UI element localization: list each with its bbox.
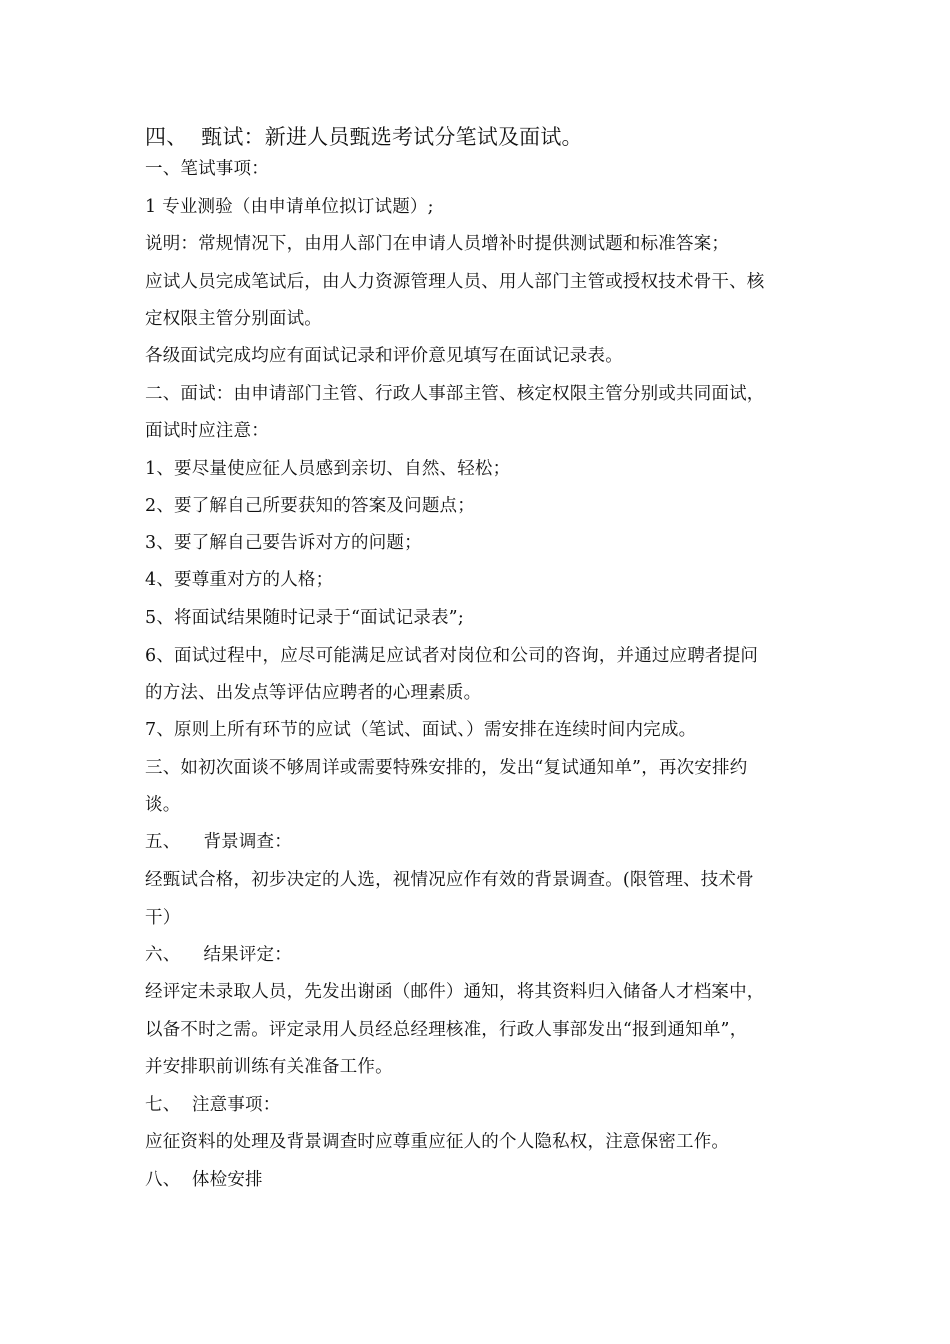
section-heading: 四、 甄试：新进人员甄选考试分笔试及面试。 xyxy=(145,125,583,149)
text-line: 2、要了解自己所要获知的答案及问题点； xyxy=(145,496,475,516)
text-line: 干） xyxy=(145,908,181,928)
text-line: 三、如初次面谈不够周详或需要特殊安排的，发出“复试通知单”，再次安排约 xyxy=(145,758,748,778)
text-line: 3、要了解自己要告诉对方的问题； xyxy=(145,533,422,553)
text-line: 1、要尽量使应征人员感到亲切、自然、轻松； xyxy=(145,459,511,479)
text-line: 五、 背景调查： xyxy=(145,832,292,852)
text-line: 定权限主管分别面试。 xyxy=(145,309,322,329)
text-line: 7、原则上所有环节的应试（笔试、面试、）需安排在连续时间内完成。 xyxy=(145,720,697,740)
text-line: 的方法、出发点等评估应聘者的心理素质。 xyxy=(145,683,482,703)
text-line: 六、 结果评定： xyxy=(145,945,292,965)
text-line: 6、面试过程中，应尽可能满足应试者对岗位和公司的咨询，并通过应聘者提问 xyxy=(145,646,759,666)
text-line: 应征资料的处理及背景调查时应尊重应征人的个人隐私权，注意保密工作。 xyxy=(145,1132,730,1152)
text-line: 应试人员完成笔试后，由人力资源管理人员、用人部门主管或授权技术骨干、核 xyxy=(145,272,765,292)
text-line: 1 专业测验（由申请单位拟订试题）; xyxy=(145,197,434,217)
text-line: 二、面试：由申请部门主管、行政人事部主管、核定权限主管分别或共同面试， xyxy=(145,384,765,404)
text-line: 说明：常规情况下，由用人部门在申请人员增补时提供测试题和标准答案； xyxy=(145,234,730,254)
text-line: 各级面试完成均应有面试记录和评价意见填写在面试记录表。 xyxy=(145,346,623,366)
text-line: 七、 注意事项： xyxy=(145,1095,281,1115)
text-line: 经甄试合格，初步决定的人选，视情况应作有效的背景调查。(限管理、技术骨 xyxy=(145,870,754,890)
text-line: 一、笔试事项： xyxy=(145,159,269,179)
text-line: 八、 体检安排 xyxy=(145,1170,263,1190)
text-line: 谈。 xyxy=(145,795,181,815)
text-line: 面试时应注意： xyxy=(145,421,269,441)
text-line: 以备不时之需。评定录用人员经总经理核准，行政人事部发出“报到通知单”， xyxy=(145,1020,748,1040)
text-line: 经评定未录取人员，先发出谢函（邮件）通知，将其资料归入储备人才档案中， xyxy=(145,982,765,1002)
text-line: 5、将面试结果随时记录于“面试记录表”; xyxy=(145,608,464,628)
text-line: 4、要尊重对方的人格； xyxy=(145,570,334,590)
text-line: 并安排职前训练有关准备工作。 xyxy=(145,1057,393,1077)
